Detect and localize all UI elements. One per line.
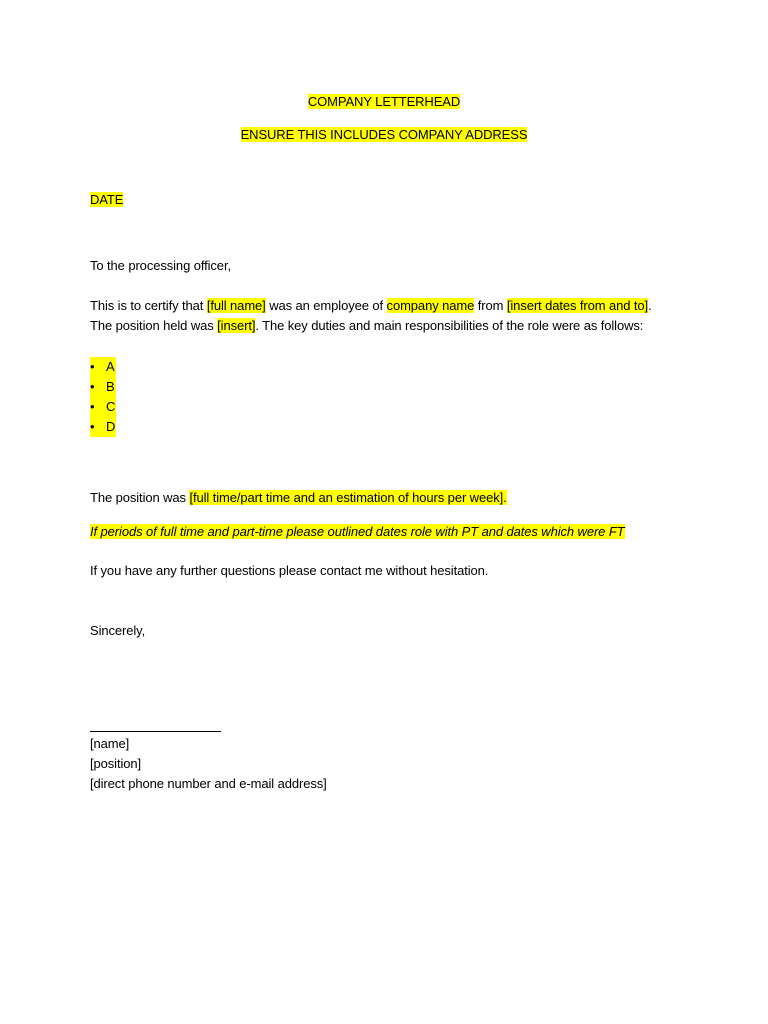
certify-text-6: . The key duties and main responsibilities of the role were as follows:	[255, 318, 644, 333]
certify-text-4: .	[648, 298, 652, 313]
hours-prefix: The position was	[90, 490, 190, 505]
periods-note: If periods of full time and part-time please outlined dates role with PT and dates which were FT	[90, 524, 625, 539]
letterhead-title-line	[0, 92, 768, 112]
list-item	[90, 417, 116, 437]
duty-highlight	[90, 377, 116, 397]
duty-label: B	[106, 379, 115, 394]
duties-list	[90, 357, 116, 437]
bullet-icon: •	[90, 399, 95, 414]
duty-highlight	[90, 397, 116, 417]
signature-contact: [direct phone number and e-mail address]	[90, 776, 327, 791]
certify-line-1	[90, 296, 652, 316]
hours-line	[90, 488, 507, 508]
date-line	[90, 190, 123, 210]
duty-label: D	[106, 419, 116, 434]
position-placeholder: [insert]	[217, 318, 256, 333]
bullet-icon: •	[90, 379, 95, 394]
certify-line-2	[90, 316, 643, 336]
letterhead-title: COMPANY LETTERHEAD	[307, 94, 461, 109]
list-item	[90, 397, 116, 417]
salutation: To the processing officer,	[90, 258, 231, 273]
duty-highlight	[90, 417, 116, 437]
bullet-icon: •	[90, 359, 95, 374]
signature-name: [name]	[90, 736, 130, 751]
duty-label: C	[106, 399, 116, 414]
signature-line	[90, 731, 221, 732]
certify-text-2: was an employee of	[265, 298, 387, 313]
signature-position: [position]	[90, 756, 142, 771]
certify-text-1: This is to certify that	[90, 298, 207, 313]
duty-highlight	[90, 357, 116, 377]
company-name-placeholder: company name	[386, 298, 475, 313]
hours-placeholder: [full time/part time and an estimation of hours per week].	[189, 490, 507, 505]
certify-text-3: from	[474, 298, 507, 313]
duty-label: A	[106, 359, 115, 374]
date-placeholder: DATE	[90, 192, 124, 207]
letterhead-address-line	[0, 125, 768, 145]
full-name-placeholder: [full name]	[206, 298, 266, 313]
certify-text-5: The position held was	[90, 318, 218, 333]
employment-dates-placeholder: [insert dates from and to]	[506, 298, 649, 313]
list-item	[90, 357, 116, 377]
periods-note-line	[90, 522, 625, 542]
bullet-icon: •	[90, 419, 95, 434]
contact-sentence: If you have any further questions please contact me without hesitation.	[90, 563, 489, 578]
closing: Sincerely,	[90, 623, 146, 638]
list-item	[90, 377, 116, 397]
letterhead-address-note: ENSURE THIS INCLUDES COMPANY ADDRESS	[240, 127, 528, 142]
